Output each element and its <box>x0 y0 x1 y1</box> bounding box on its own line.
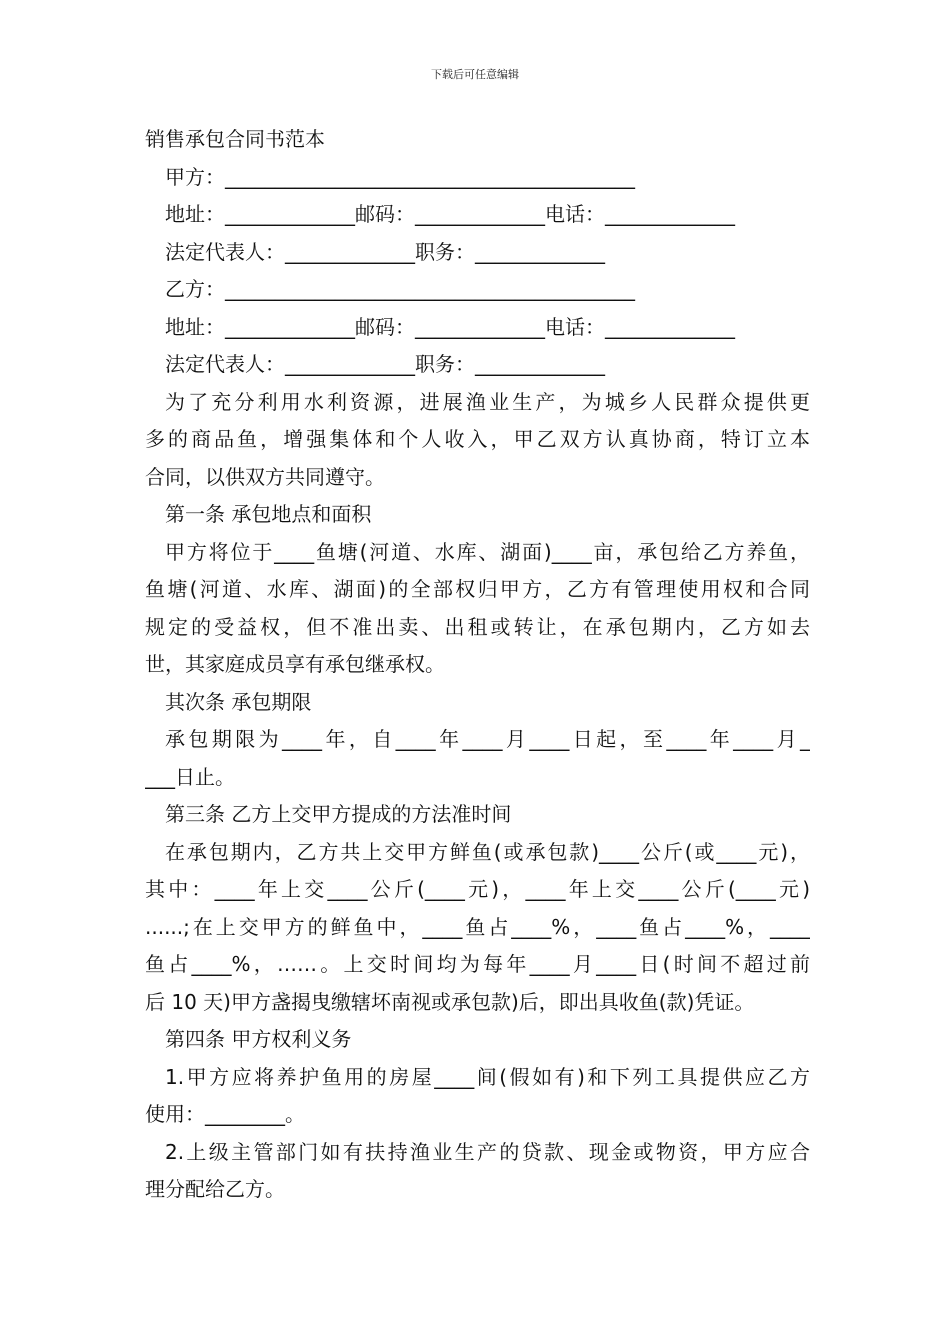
party-a-line: 甲方：_________________________________________ <box>165 164 635 189</box>
document-title: 销售承包合同书范本 <box>145 127 325 151</box>
paragraph-line: 其中：____年上交____公斤(____元)，____年上交____公斤(____元) <box>145 877 810 901</box>
paragraph-line: 世，其家庭成员享有承包继承权。 <box>145 652 445 676</box>
party-a-representative-line: 法定代表人：_____________职务：_____________ <box>165 239 605 264</box>
paragraph-line: 鱼塘(河道、水库、湖面)的全部权归甲方，乙方有管理使用权和合同 <box>145 577 810 601</box>
party-a-address-line: 地址：_____________邮码：_____________电话：_____________ <box>165 202 735 226</box>
paragraph-line: 理分配给乙方。 <box>145 1177 285 1201</box>
party-b-line: 乙方：_________________________________________ <box>165 277 635 301</box>
paragraph-line: 规定的受益权，但不准出卖、出租或转让，在承包期内，乙方如去 <box>145 614 810 639</box>
section-heading: 第三条 乙方上交甲方提成的方法准时间 <box>165 802 512 826</box>
party-b-representative-line: 法定代表人：_____________职务：_____________ <box>165 352 605 376</box>
party-b-address-line: 地址：_____________邮码：_____________电话：_____________ <box>165 314 735 339</box>
paragraph-line: ___日止。 <box>145 764 235 789</box>
paragraph-line: 多的商品鱼，增强集体和个人收入，甲乙双方认真协商，特订立本 <box>145 427 810 451</box>
paragraph-line: 1.甲方应将养护鱼用的房屋____间(假如有)和下列工具提供应乙方 <box>165 1064 810 1089</box>
paragraph-line: 为了充分利用水利资源，进展渔业生产，为城乡人民群众提供更 <box>165 389 810 414</box>
section-heading: 其次条 承包期限 <box>165 689 312 714</box>
document-body <box>145 121 810 1209</box>
paragraph-line: 鱼占____%，……。上交时间均为每年____月____日(时间不超过前 <box>145 952 810 976</box>
paragraph-line: ......;在上交甲方的鲜鱼中，____鱼占____%，____鱼占____%，____ <box>145 914 810 939</box>
paragraph-line: 后 10 天)甲方盏揭曳缴辖坏南视或承包款)后，即出具收鱼(款)凭证。 <box>145 989 755 1014</box>
paragraph-line: 承包期限为____年，自____年____月____日起，至____年____月_ <box>165 727 810 751</box>
paragraph-line: 使用：________。 <box>145 1102 305 1126</box>
paragraph-line: 2.上级主管部门如有扶持渔业生产的贷款、现金或物资，甲方应合 <box>165 1139 810 1164</box>
paragraph-line: 在承包期内，乙方共上交甲方鲜鱼(或承包款)____公斤(或____元)， <box>165 839 810 864</box>
section-heading: 第四条 甲方权利义务 <box>165 1027 352 1051</box>
paragraph-line: 甲方将位于____鱼塘(河道、水库、湖面)____亩，承包给乙方养鱼， <box>165 539 810 564</box>
paragraph-line: 合同，以供双方共同遵守。 <box>145 464 385 489</box>
section-heading: 第一条 承包地点和面积 <box>165 502 372 526</box>
page-header: 下载后可任意编辑 <box>431 68 519 81</box>
